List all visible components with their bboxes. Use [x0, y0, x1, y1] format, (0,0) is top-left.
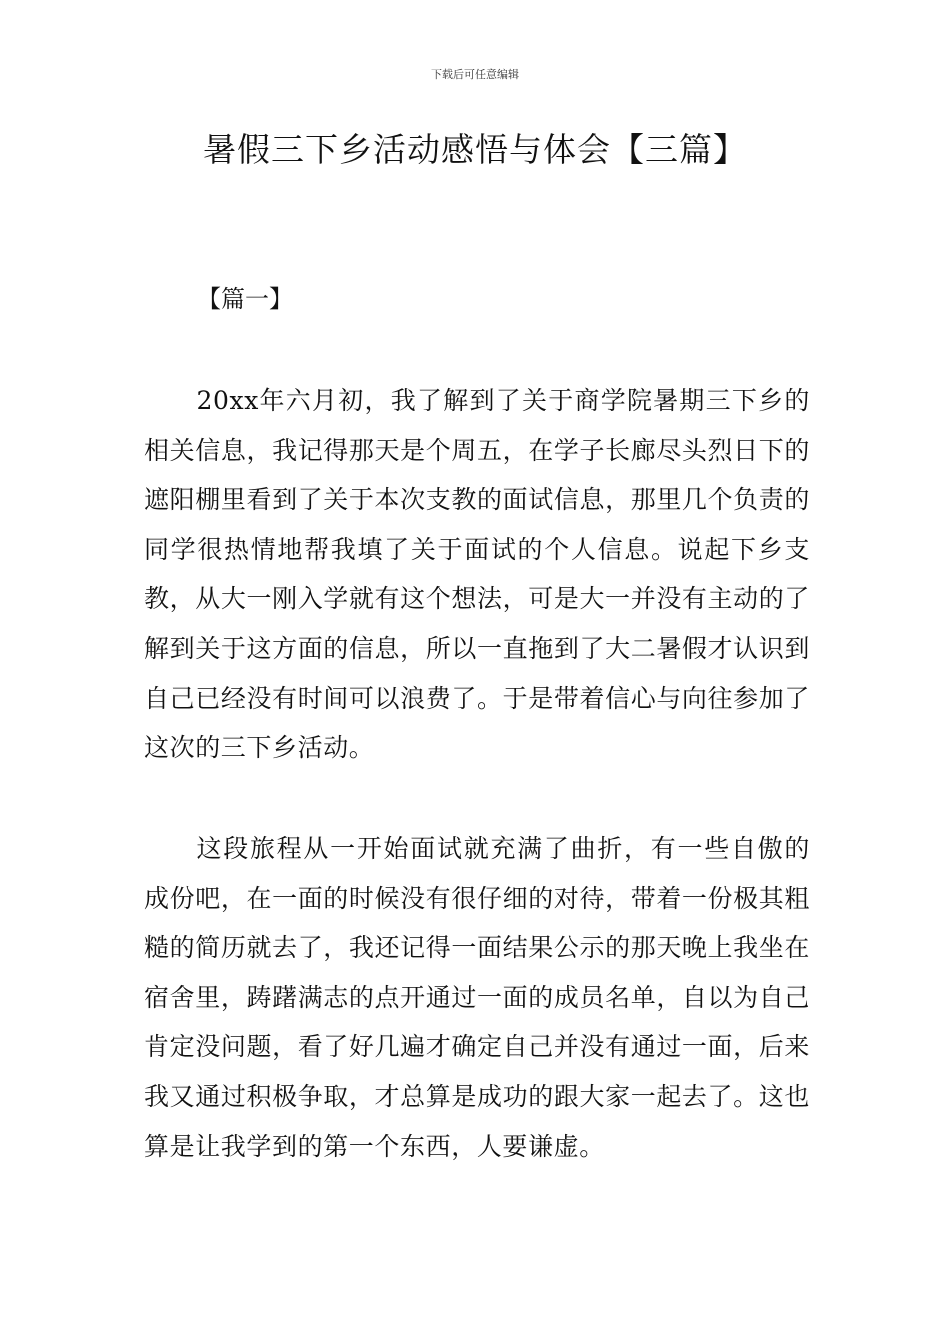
- body-paragraph-2: 这段旅程从一开始面试就充满了曲折，有一些自傲的成份吧，在一面的时候没有很仔细的对待，带着一份极其粗糙的简历就去了，我还记得一面结果公示的那天晚上我坐在宿舍里，踌躇满志的点开通过一面的成员名单，自以为自己肯定没问题，看了好几遍才确定自己并没有通过一面，后来我又通过积极争取，才总算是成功的跟大家一起去了。这也算是让我学到的第一个东西，人要谦虚。: [144, 834, 810, 1161]
- section-heading: 【篇一】: [197, 285, 293, 313]
- body-paragraph-1: 20xx年六月初，我了解到了关于商学院暑期三下乡的相关信息，我记得那天是个周五，在学子长廊尽头烈日下的遮阳棚里看到了关于本次支教的面试信息，那里几个负责的同学很热情地帮我填了关于面试的个人信息。说起下乡支教，从大一刚入学就有这个想法，可是大一并没有主动的了解到关于这方面的信息，所以一直拖到了大二暑假才认识到自己已经没有时间可以浪费了。于是带着信心与向往参加了这次的三下乡活动。: [144, 386, 810, 763]
- document-title: 暑假三下乡活动感悟与体会【三篇】: [203, 130, 747, 169]
- page-header-note: 下载后可任意编辑: [431, 68, 519, 81]
